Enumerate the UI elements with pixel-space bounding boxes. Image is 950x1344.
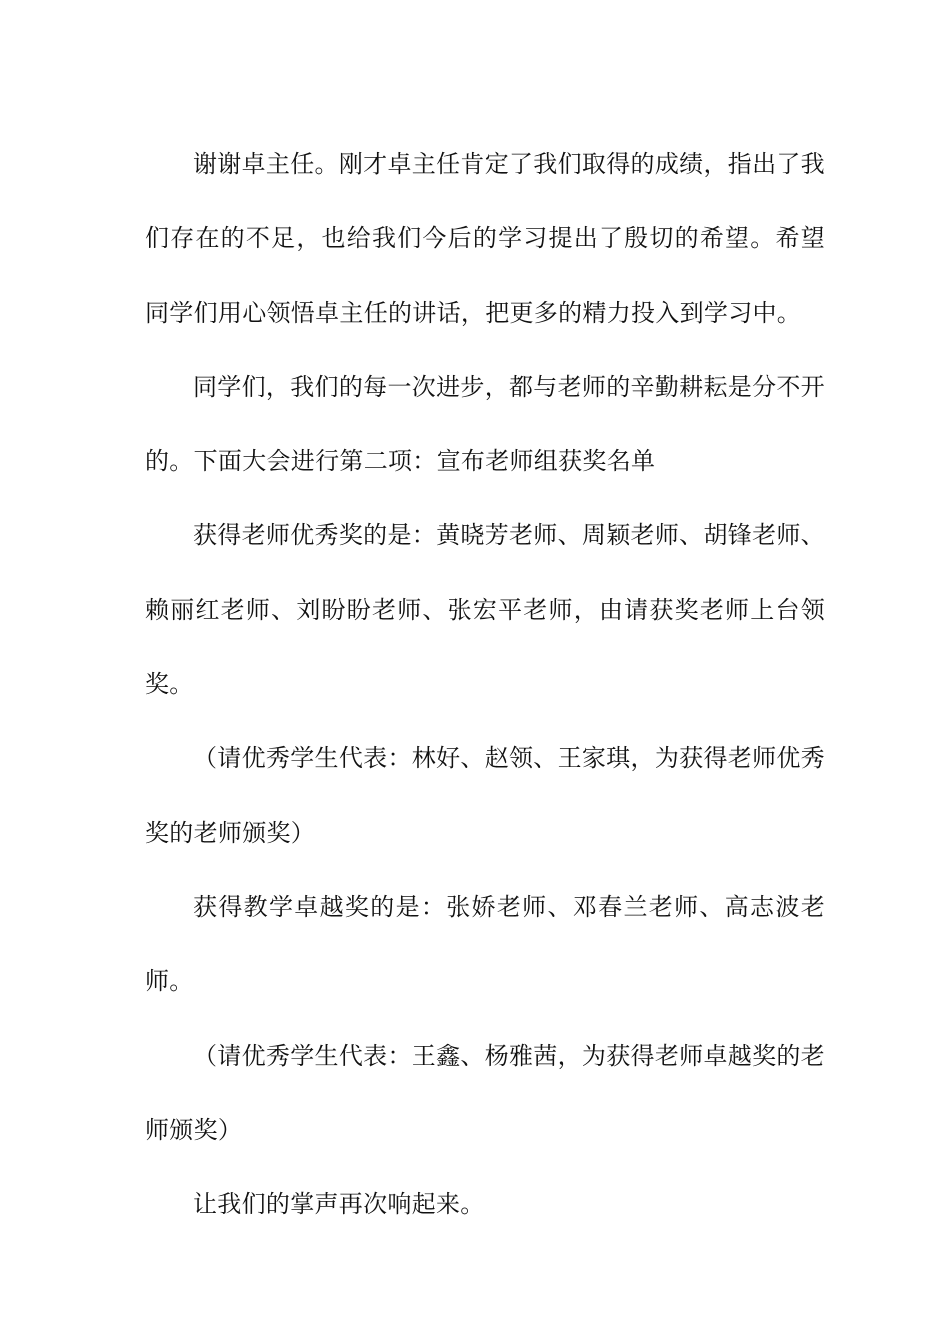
paragraph-excellence-presenters: （请优秀学生代表：林好、赵领、王家琪，为获得老师优秀奖的老师颁奖）	[145, 744, 825, 847]
paragraph-thanks: 谢谢卓主任。刚才卓主任肯定了我们取得的成绩，指出了我们存在的不足，也给我们今后的学习提出了殷切的希望。希望同学们用心领悟卓主任的讲话，把更多的精力投入到学习中。	[145, 150, 825, 327]
paragraph-excellence-award: 获得老师优秀奖的是：黄晓芳老师、周颖老师、胡锋老师、赖丽红老师、刘盼盼老师、张宏平老师，由请获奖老师上台领奖。	[145, 521, 825, 699]
paragraph-applause: 让我们的掌声再次响起来。	[193, 1190, 485, 1219]
paragraph-teaching-presenters: （请优秀学生代表：王鑫、杨雅茜，为获得老师卓越奖的老师颁奖）	[145, 1041, 825, 1144]
paragraph-transition: 同学们，我们的每一次进步，都与老师的辛勤耕耘是分不开的。下面大会进行第二项：宣布老师组获奖名单	[145, 372, 825, 476]
document-body	[145, 127, 825, 1241]
paragraph-teaching-award: 获得教学卓越奖的是：张娇老师、邓春兰老师、高志波老师。	[145, 892, 825, 996]
